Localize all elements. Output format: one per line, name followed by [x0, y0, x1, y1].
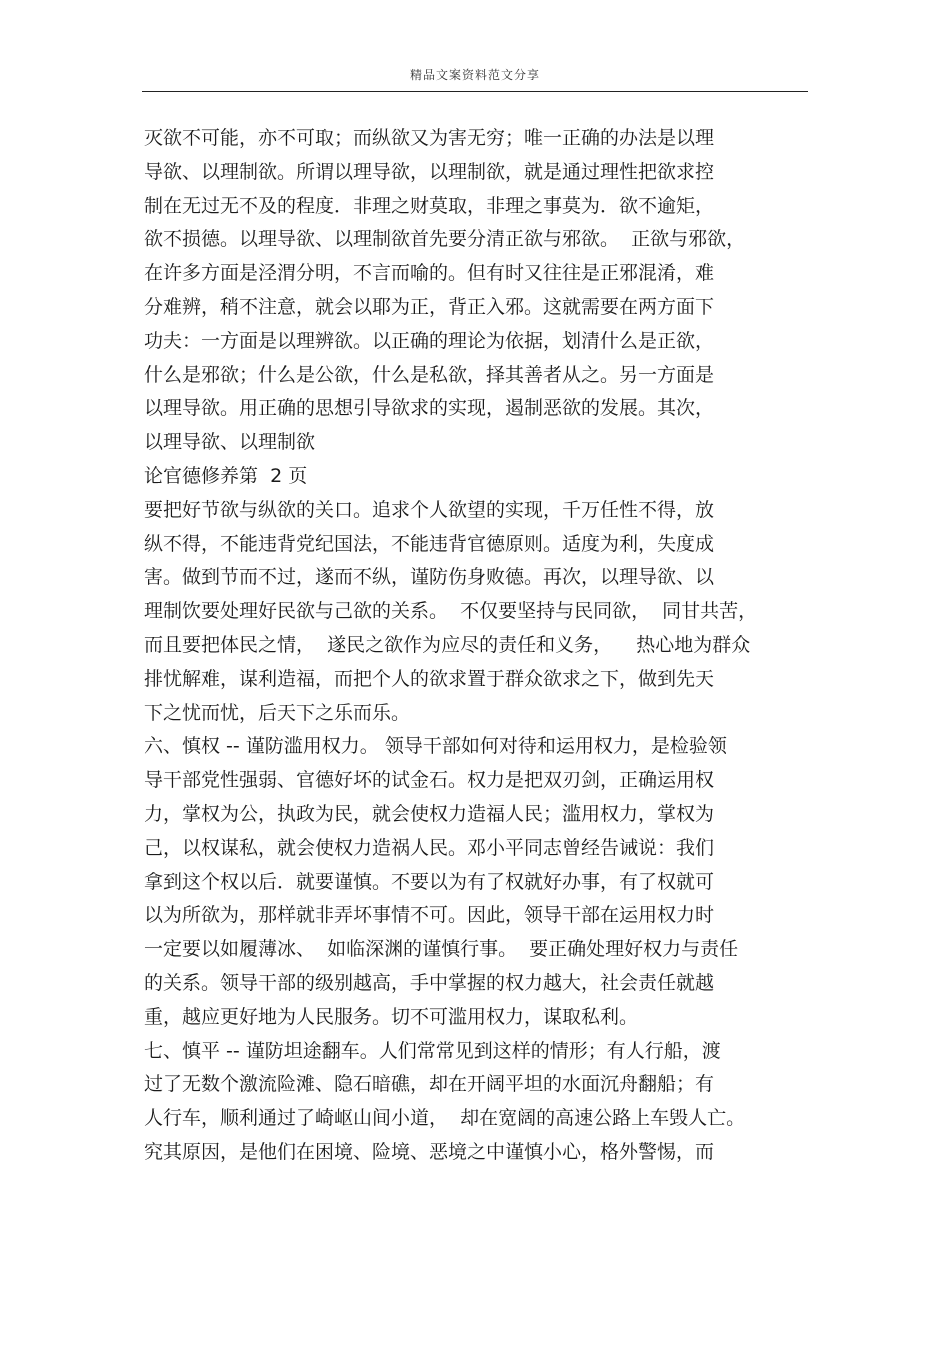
- text-line: 欲不损德。以理导欲、以理制欲首先要分清正欲与邪欲。 正欲与邪欲，: [144, 228, 746, 251]
- text-line: 分难辨，稍不注意，就会以耶为正，背正入邪。这就需要在两方面下: [144, 295, 715, 318]
- text-line: 导干部党性强弱、官德好坏的试金石。权力是把双刃剑，正确运用权: [144, 769, 715, 792]
- text-line: 害。做到节而不过，遂而不纵，谨防伤身败德。再次，以理导欲、以: [144, 566, 715, 589]
- text-line: 而且要把体民之情， 遂民之欲作为应尽的责任和义务， 热心地为群众: [144, 633, 751, 656]
- text-line: 的关系。领导干部的级别越高，手中掌握的权力越大，社会责任就越: [144, 971, 715, 994]
- text-line: 以理导欲、以理制欲: [144, 431, 316, 454]
- document-body: [144, 122, 824, 1170]
- text-line: 人行车，顺利通过了崎岖山间小道， 却在宽阔的高速公路上车毁人亡。: [144, 1107, 746, 1130]
- page-header: 精品文案资料范文分享: [409, 68, 540, 82]
- text-line: 制在无过无不及的程度．非理之财莫取，非理之事莫为．欲不逾矩，: [144, 194, 715, 217]
- text-line: 排忧解难，谋利造福，而把个人的欲求置于群众欲求之下，做到先天: [144, 667, 715, 690]
- text-line: 下之忧而忧，后天下之乐而乐。: [144, 701, 411, 724]
- text-line: 过了无数个激流险滩、隐石暗礁，却在开阔平坦的水面沉舟翻船；有: [144, 1073, 715, 1096]
- text-line: 导欲、以理制欲。所谓以理导欲，以理制欲，就是通过理性把欲求控: [144, 160, 715, 183]
- text-line: 灭欲不可能，亦不可取；而纵欲又为害无穷；唯一正确的办法是以理: [144, 127, 715, 149]
- text-line: 什么是邪欲；什么是公欲，什么是私欲，择其善者从之。另一方面是: [144, 363, 715, 386]
- text-line: 力，掌权为公，执政为民，就会使权力造福人民；滥用权力，掌权为: [144, 802, 715, 825]
- text-line: 纵不得，不能违背党纪国法，不能违背官德原则。适度为利，失度成: [144, 532, 715, 555]
- text-line: 重，越应更好地为人民服务。切不可滥用权力，谋取私利。: [144, 1005, 639, 1028]
- page-number-line: 论官德修养第 2 页: [144, 464, 308, 487]
- text-line: 以理导欲。用正确的思想引导欲求的实现，遏制恶欲的发展。其次，: [144, 397, 715, 420]
- text-line: 究其原因，是他们在困境、险境、恶境之中谨慎小心，格外警惕，而: [144, 1140, 715, 1163]
- text-line: 理制饮要处理好民欲与己欲的关系。 不仅要坚持与民同欲， 同甘共苦，: [144, 600, 758, 623]
- header-divider: [142, 91, 808, 92]
- text-line: 己，以权谋私，就会使权力造祸人民。邓小平同志曾经告诫说：我们: [144, 836, 715, 859]
- text-line: 在许多方面是泾渭分明，不言而喻的。但有时又往往是正邪混淆，难: [144, 262, 715, 285]
- text-line: 拿到这个权以后．就要谨慎。不要以为有了权就好办事，有了权就可: [144, 870, 715, 893]
- section-heading-line: 七、慎平 -- 谨防坦途翻车。人们常常见到这样的情形；有人行船，渡: [144, 1039, 721, 1062]
- text-line: 以为所欲为，那样就非弄坏事情不可。因此，领导干部在运用权力时: [144, 904, 715, 927]
- text-line: 一定要以如履薄冰、 如临深渊的谨慎行事。 要正确处理好权力与责任: [144, 938, 739, 961]
- text-line: 功夫：一方面是以理辨欲。以正确的理论为依据，划清什么是正欲，: [144, 329, 715, 352]
- section-heading-line: 六、慎权 -- 谨防滥用权力。 领导干部如何对待和运用权力，是检验领: [144, 735, 727, 758]
- text-line: 要把好节欲与纵欲的关口。追求个人欲望的实现，千万任性不得，放: [144, 498, 715, 521]
